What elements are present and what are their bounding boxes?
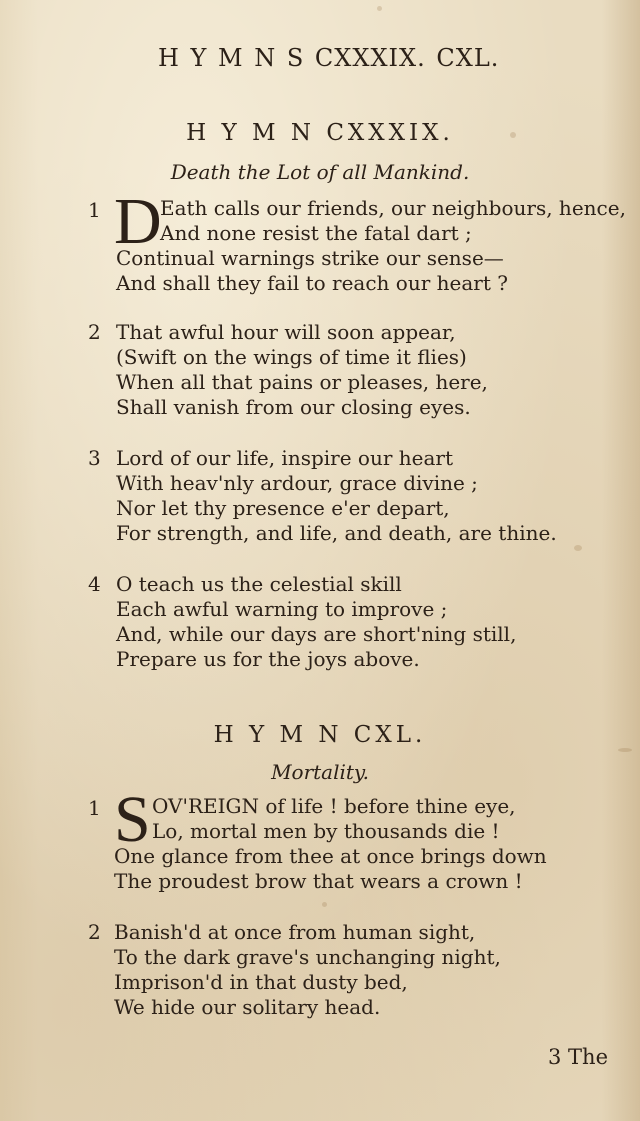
verse-line: OV'REIGN of life ! before thine eye, — [152, 794, 516, 818]
stanza-number: 4 — [88, 572, 101, 596]
verse-line: With heav'nly ardour, grace divine ; — [116, 471, 478, 495]
paper-stain — [574, 545, 582, 551]
running-head: H Y M N S CXXXIX. CXL. — [158, 44, 500, 72]
verse-line: The proudest brow that wears a crown ! — [114, 869, 523, 893]
catchword: 3 The — [548, 1045, 608, 1069]
verse-line: Imprison'd in that dusty bed, — [114, 970, 408, 994]
stanza-number: 1 — [88, 198, 101, 222]
hymn-title: H Y M N CXL. — [213, 722, 427, 748]
hymn-title: H Y M N CXXXIX. — [186, 120, 454, 146]
verse-line: Continual warnings strike our sense— — [116, 246, 504, 270]
stanza-number: 2 — [88, 320, 101, 344]
verse-line: (Swift on the wings of time it flies) — [116, 345, 467, 369]
verse-line: And none resist the fatal dart ; — [160, 221, 472, 245]
verse-line: Lord of our life, inspire our heart — [116, 446, 454, 470]
stanza-number: 3 — [88, 446, 101, 470]
verse-line: To the dark grave's unchanging night, — [114, 945, 501, 969]
verse-line: We hide our solitary head. — [114, 995, 381, 1019]
drop-cap: D — [114, 185, 162, 258]
verse-line: Eath calls our friends, our neighbours, hence, — [160, 196, 626, 220]
verse-line: And shall they fail to reach our heart ? — [116, 271, 508, 295]
verse-line: Prepare us for the joys above. — [116, 647, 420, 671]
verse-line: Lo, mortal men by thousands die ! — [152, 819, 500, 843]
drop-cap: S — [114, 783, 151, 856]
paper-stain — [618, 748, 632, 752]
verse-line: Shall vanish from our closing eyes. — [116, 395, 471, 419]
verse-line: O teach us the celestial skill — [116, 572, 402, 596]
stanza-number: 1 — [88, 796, 101, 820]
verse-line: One glance from thee at once brings down — [114, 844, 547, 868]
stanza-number: 2 — [88, 920, 101, 944]
verse-line: Each awful warning to improve ; — [116, 597, 448, 621]
paper-stain — [322, 902, 327, 907]
hymn-subtitle: Death the Lot of all Mankind. — [170, 160, 470, 184]
paper-stain — [377, 6, 382, 11]
verse-line: And, while our days are short'ning still, — [116, 622, 517, 646]
verse-line: When all that pains or pleases, here, — [116, 370, 488, 394]
verse-line: For strength, and life, and death, are thine. — [116, 521, 557, 545]
verse-line: Nor let thy presence e'er depart, — [116, 496, 450, 520]
verse-line: That awful hour will soon appear, — [116, 320, 456, 344]
hymn-subtitle: Mortality. — [271, 760, 369, 784]
verse-line: Banish'd at once from human sight, — [114, 920, 476, 944]
